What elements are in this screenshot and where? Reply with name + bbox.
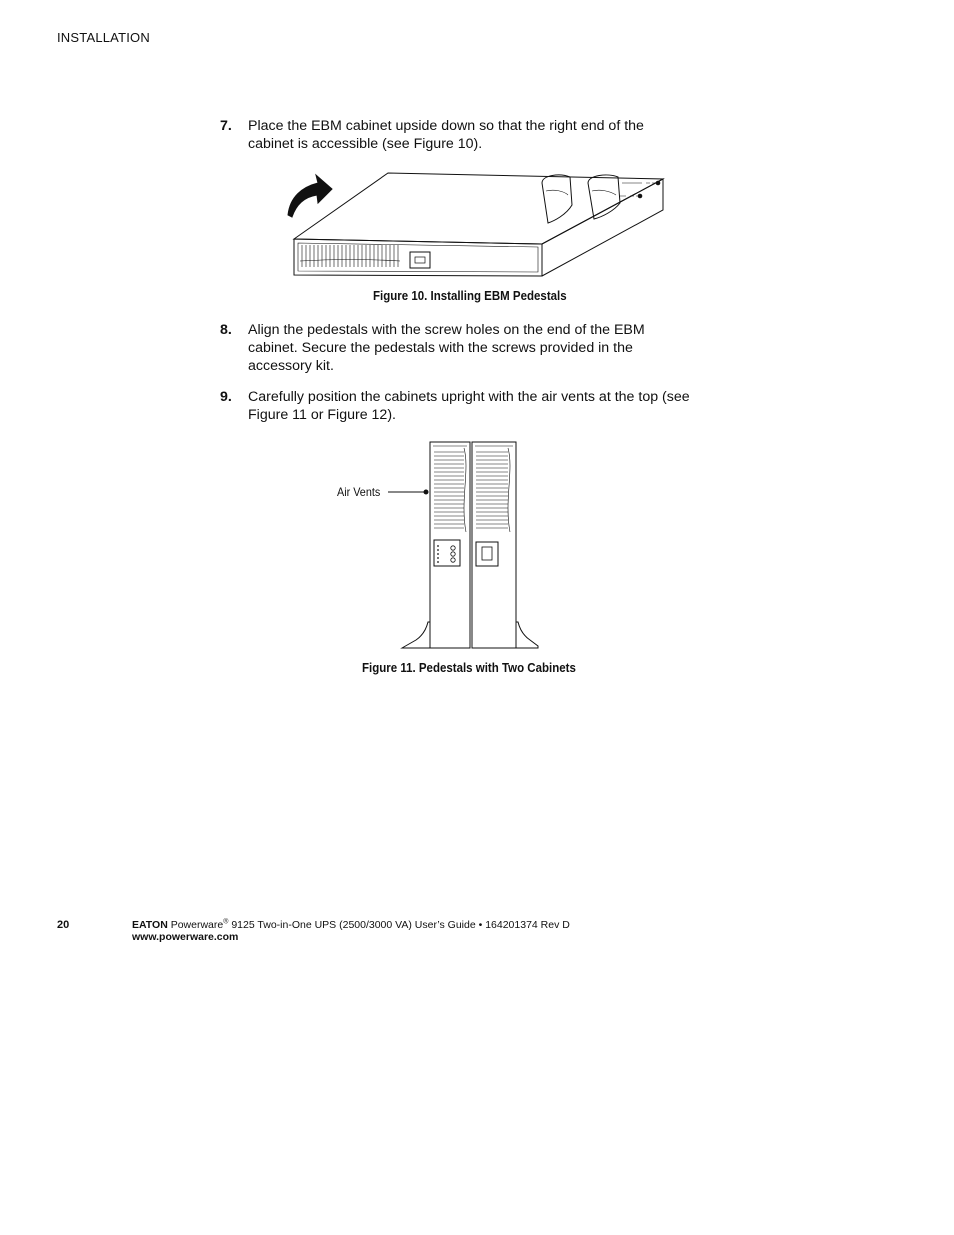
step-number: 7. [220, 118, 232, 134]
figure-11-illustration [388, 440, 538, 652]
step-9 [220, 388, 690, 424]
air-vents-callout: Air Vents [337, 485, 381, 499]
pedestal-left [542, 175, 572, 223]
step-number: 9. [220, 389, 232, 405]
footer-url: www.powerware.com [132, 931, 239, 943]
figure-10-illustration [280, 165, 670, 280]
power-button-icon [451, 546, 455, 550]
footer-text [132, 919, 652, 943]
step-number: 8. [220, 322, 232, 338]
cabinet-right [472, 442, 516, 648]
footer-brand: EATON [132, 919, 168, 931]
page-number: 20 [57, 919, 70, 931]
figure-10-caption: Figure 10. Installing EBM Pedestals [373, 289, 567, 303]
front-indicator [410, 252, 430, 268]
pedestal-right [588, 175, 620, 219]
figure-11-caption: Figure 11. Pedestals with Two Cabinets [362, 661, 576, 675]
step-text: Carefully position the cabinets upright with the air vents at the top (see Figure 11 or Figure 12). [248, 389, 690, 423]
front-indicator [476, 542, 498, 566]
footer-title: 9125 Two-in-One UPS (2500/3000 VA) User’s Guide • 164201374 Rev D [228, 919, 570, 931]
pedestal-left [402, 622, 430, 648]
step-8 [220, 321, 690, 375]
registered-mark: ® [223, 918, 229, 926]
running-head: INSTALLATION [57, 30, 150, 45]
step-text: Place the EBM cabinet upside down so that the right end of the cabinet is accessible (see Figure 10). [248, 118, 644, 152]
step-7 [220, 117, 690, 153]
vent-slots [434, 448, 466, 532]
pedestal-right [516, 622, 538, 648]
rotate-arrow-icon [288, 175, 332, 217]
vent-slots [300, 245, 400, 267]
vent-slots [476, 448, 510, 532]
footer-product: Powerware [170, 919, 224, 931]
cabinet-left [430, 442, 470, 648]
step-text: Align the pedestals with the screw holes on the end of the EBM cabinet. Secure the pedestals with the screws provided in the accessory kit. [248, 322, 645, 374]
